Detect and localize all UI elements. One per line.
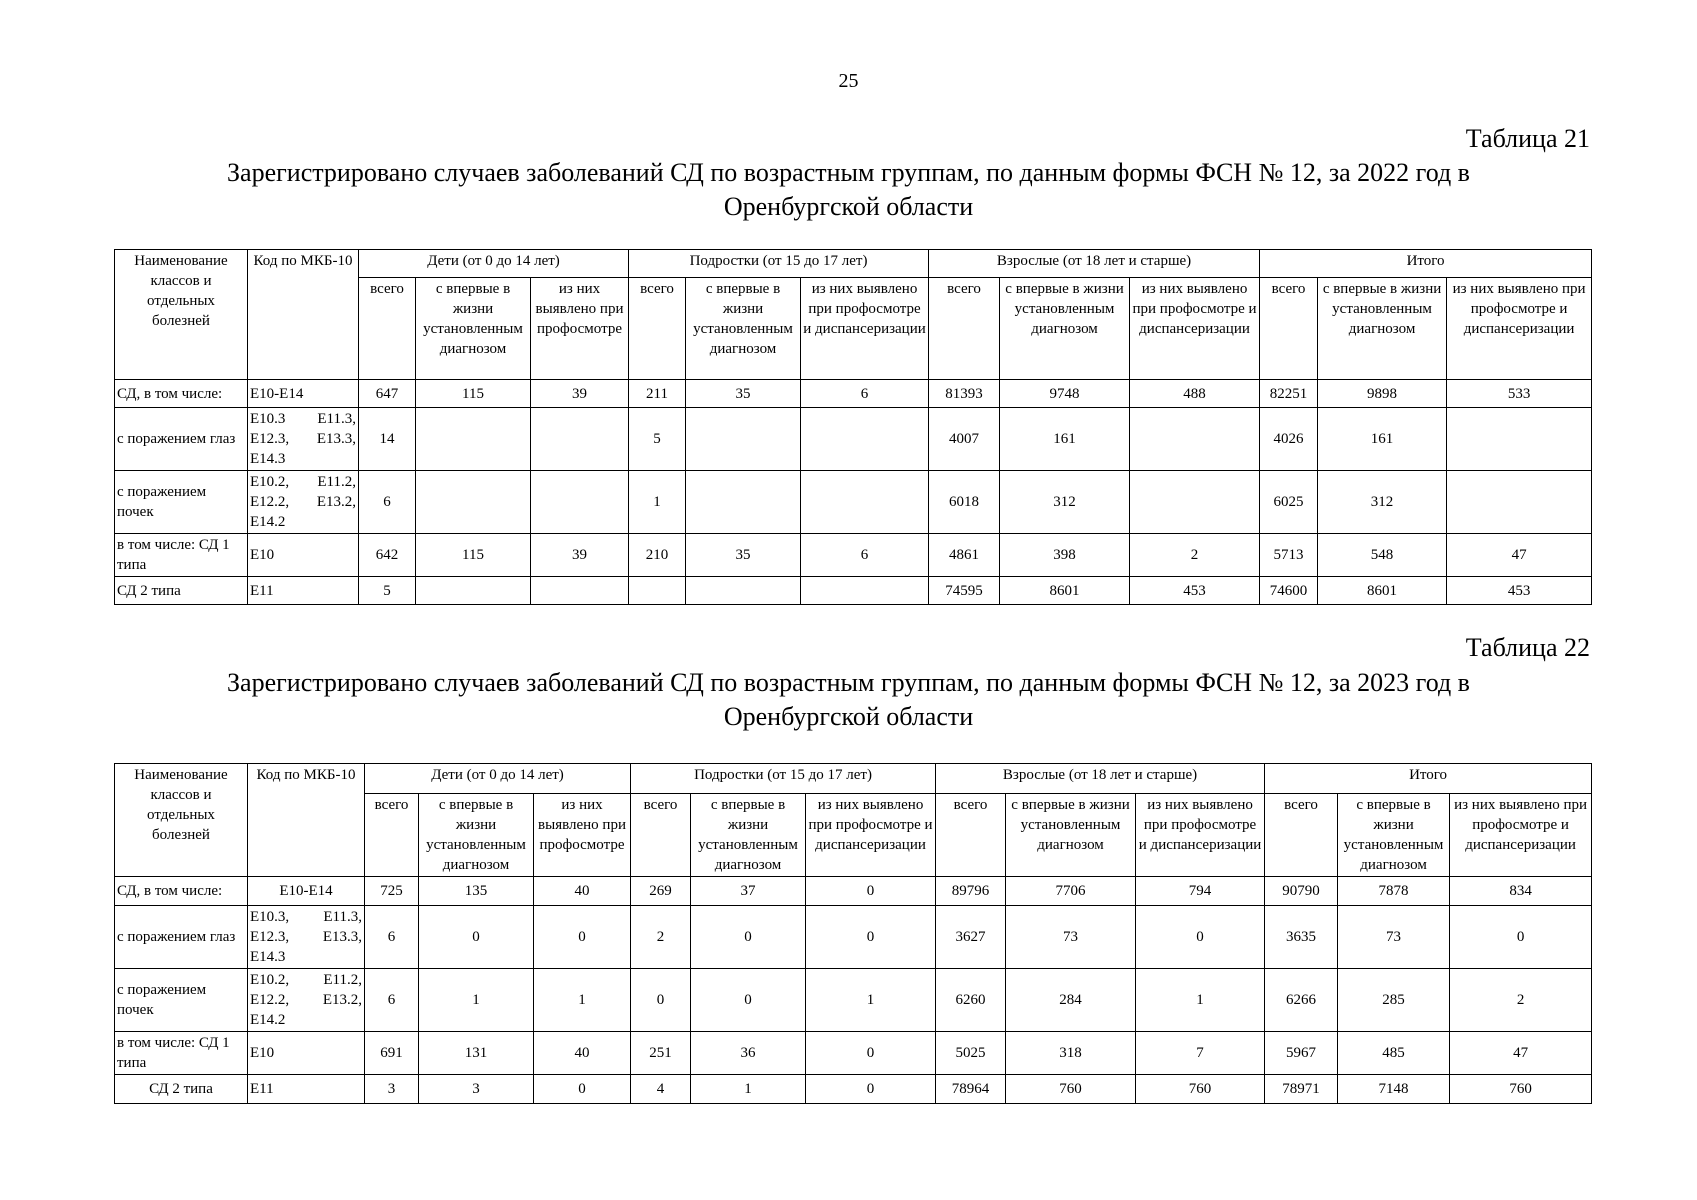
cell: 2	[1130, 534, 1260, 577]
cell: 115	[416, 534, 531, 577]
row-name: с поражением глаз	[115, 906, 248, 969]
subheader-total: всего	[365, 794, 419, 877]
cell: 0	[806, 877, 936, 906]
row-code: Е10.2, Е11.2, Е12.2, Е13.2, Е14.2	[248, 471, 359, 534]
cell	[531, 471, 629, 534]
table-row	[115, 408, 1592, 471]
table-row	[115, 471, 1592, 534]
row-code: Е10	[248, 534, 359, 577]
cell: 14	[359, 408, 416, 471]
cell: 0	[534, 906, 631, 969]
cell: 47	[1447, 534, 1592, 577]
cell: 0	[1450, 906, 1592, 969]
cell: 6266	[1265, 969, 1338, 1032]
cell: 115	[416, 380, 531, 408]
cell: 285	[1338, 969, 1450, 1032]
cell: 0	[631, 969, 691, 1032]
cell: 6260	[936, 969, 1006, 1032]
cell: 36	[691, 1032, 806, 1075]
subheader-checkup: из них выявлено при профосмотре и диспансеризации	[1130, 278, 1260, 380]
cell: 1	[629, 471, 686, 534]
header-group-children: Дети (от 0 до 14 лет)	[365, 764, 631, 794]
cell: 6	[359, 471, 416, 534]
row-code: Е11	[248, 577, 359, 605]
cell: 1	[691, 1075, 806, 1104]
cell: 6025	[1260, 471, 1318, 534]
cell: 90790	[1265, 877, 1338, 906]
cell: 37	[691, 877, 806, 906]
subheader-first-diagnosed: с впервые в жизни установленным диагнозом	[686, 278, 801, 380]
cell: 39	[531, 534, 629, 577]
cell: 9898	[1318, 380, 1447, 408]
row-code: Е11	[248, 1075, 365, 1104]
row-code: Е10.3, Е11.3, Е12.3, Е13.3, Е14.3	[248, 906, 365, 969]
header-name: Наименование классов и отдельных болезней	[115, 250, 248, 380]
cell: 73	[1338, 906, 1450, 969]
cell: 760	[1006, 1075, 1136, 1104]
cell: 1	[1136, 969, 1265, 1032]
table-row	[115, 1032, 1592, 1075]
cell: 135	[419, 877, 534, 906]
header-group-total: Итого	[1265, 764, 1592, 794]
cell: 794	[1136, 877, 1265, 906]
cell: 834	[1450, 877, 1592, 906]
cell: 35	[686, 534, 801, 577]
cell: 3	[365, 1075, 419, 1104]
table-22-label: Таблица 22	[1465, 633, 1590, 662]
header-group-adults: Взрослые (от 18 лет и старше)	[929, 250, 1260, 278]
header-group-adults: Взрослые (от 18 лет и старше)	[936, 764, 1265, 794]
cell: 6	[801, 380, 929, 408]
cell: 39	[531, 380, 629, 408]
row-name: СД, в том числе:	[115, 380, 248, 408]
cell: 78964	[936, 1075, 1006, 1104]
cell: 211	[629, 380, 686, 408]
header-group-teens: Подростки (от 15 до 17 лет)	[629, 250, 929, 278]
cell: 318	[1006, 1032, 1136, 1075]
row-name: с поражением почек	[115, 471, 248, 534]
row-name: СД 2 типа	[115, 577, 248, 605]
cell	[801, 577, 929, 605]
cell: 35	[686, 380, 801, 408]
cell: 7148	[1338, 1075, 1450, 1104]
subheader-first-diagnosed: с впервые в жизни установленным диагнозом	[1318, 278, 1447, 380]
page-number: 25	[838, 70, 859, 92]
cell: 5025	[936, 1032, 1006, 1075]
cell: 82251	[1260, 380, 1318, 408]
cell: 6	[365, 969, 419, 1032]
header-group-children: Дети (от 0 до 14 лет)	[359, 250, 629, 278]
cell: 6	[801, 534, 929, 577]
cell: 210	[629, 534, 686, 577]
cell: 760	[1136, 1075, 1265, 1104]
cell	[629, 577, 686, 605]
cell: 488	[1130, 380, 1260, 408]
subheader-total: всего	[929, 278, 1000, 380]
cell: 2	[1450, 969, 1592, 1032]
cell: 73	[1006, 906, 1136, 969]
cell: 81393	[929, 380, 1000, 408]
cell: 312	[1318, 471, 1447, 534]
subheader-first-diagnosed: с впервые в жизни установленным диагнозом	[1000, 278, 1130, 380]
header-code: Код по МКБ-10	[248, 250, 359, 380]
subheader-first-diagnosed: с впервые в жизни установленным диагнозом	[691, 794, 806, 877]
row-name: с поражением глаз	[115, 408, 248, 471]
cell: 6018	[929, 471, 1000, 534]
cell: 0	[419, 906, 534, 969]
subheader-first-diagnosed: с впервые в жизни установленным диагнозом	[419, 794, 534, 877]
cell	[686, 408, 801, 471]
table-22-title: Зарегистрировано случаев заболеваний СД по возрастным группам, по данным формы ФСН № 12, за 2023 год в Оренбургской области	[227, 668, 1470, 731]
cell: 533	[1447, 380, 1592, 408]
table-22	[114, 763, 1592, 1104]
table-row	[115, 534, 1592, 577]
header-code: Код по МКБ-10	[248, 764, 365, 877]
cell: 74600	[1260, 577, 1318, 605]
row-name: в том числе: СД 1 типа	[115, 1032, 248, 1075]
row-code: Е10	[248, 1032, 365, 1075]
row-code: Е10.2, Е11.2, Е12.2, Е13.2, Е14.2	[248, 969, 365, 1032]
cell: 47	[1450, 1032, 1592, 1075]
cell: 7706	[1006, 877, 1136, 906]
cell: 251	[631, 1032, 691, 1075]
cell: 453	[1447, 577, 1592, 605]
subheader-checkup: из них выявлено при профосмотре и диспансеризации	[1136, 794, 1265, 877]
table-row	[115, 1075, 1592, 1104]
cell	[1447, 471, 1592, 534]
cell: 485	[1338, 1032, 1450, 1075]
row-name: с поражением почек	[115, 969, 248, 1032]
cell: 5	[629, 408, 686, 471]
cell: 4	[631, 1075, 691, 1104]
cell: 8601	[1318, 577, 1447, 605]
cell	[686, 471, 801, 534]
cell: 5	[359, 577, 416, 605]
cell: 0	[806, 1032, 936, 1075]
cell	[416, 577, 531, 605]
cell	[531, 408, 629, 471]
subheader-total: всего	[1260, 278, 1318, 380]
header-group-total: Итого	[1260, 250, 1592, 278]
cell: 4007	[929, 408, 1000, 471]
table-21-title: Зарегистрировано случаев заболеваний СД по возрастным группам, по данным формы ФСН № 12, за 2022 год в Оренбургской области	[227, 158, 1470, 221]
subheader-first-diagnosed: с впервые в жизни установленным диагнозом	[416, 278, 531, 380]
cell: 40	[534, 1032, 631, 1075]
cell: 8601	[1000, 577, 1130, 605]
cell	[686, 577, 801, 605]
cell	[416, 408, 531, 471]
subheader-total: всего	[1265, 794, 1338, 877]
table-row	[115, 969, 1592, 1032]
table-row	[115, 380, 1592, 408]
cell: 269	[631, 877, 691, 906]
cell: 725	[365, 877, 419, 906]
table-21-label: Таблица 21	[1465, 124, 1590, 153]
cell: 3635	[1265, 906, 1338, 969]
cell: 284	[1006, 969, 1136, 1032]
subheader-first-diagnosed: с впервые в жизни установленным диагнозом	[1338, 794, 1450, 877]
cell: 0	[691, 906, 806, 969]
cell: 1	[534, 969, 631, 1032]
cell: 2	[631, 906, 691, 969]
cell: 691	[365, 1032, 419, 1075]
row-name: СД, в том числе:	[115, 877, 248, 906]
cell: 398	[1000, 534, 1130, 577]
cell: 3	[419, 1075, 534, 1104]
cell	[531, 577, 629, 605]
cell: 4026	[1260, 408, 1318, 471]
cell	[1130, 408, 1260, 471]
cell: 7	[1136, 1032, 1265, 1075]
table-21	[114, 249, 1592, 605]
cell: 5967	[1265, 1032, 1338, 1075]
cell: 453	[1130, 577, 1260, 605]
subheader-total: всего	[359, 278, 416, 380]
cell: 161	[1318, 408, 1447, 471]
cell: 760	[1450, 1075, 1592, 1104]
cell	[801, 471, 929, 534]
table-row	[115, 577, 1592, 605]
subheader-checkup: из них выявлено при профосмотре и диспансеризации	[1447, 278, 1592, 380]
header-name: Наименование классов и отдельных болезней	[115, 764, 248, 877]
cell	[1447, 408, 1592, 471]
table-row	[115, 906, 1592, 969]
subheader-total: всего	[629, 278, 686, 380]
subheader-checkup: из них выявлено при профосмотре и диспансеризации	[806, 794, 936, 877]
cell: 0	[1136, 906, 1265, 969]
cell: 74595	[929, 577, 1000, 605]
row-code: Е10-Е14	[248, 877, 365, 906]
subheader-checkup: из них выявлено при профосмотре	[531, 278, 629, 380]
cell: 6	[365, 906, 419, 969]
row-code: Е10-Е14	[248, 380, 359, 408]
cell: 642	[359, 534, 416, 577]
row-name: в том числе: СД 1 типа	[115, 534, 248, 577]
cell: 9748	[1000, 380, 1130, 408]
cell: 312	[1000, 471, 1130, 534]
cell: 78971	[1265, 1075, 1338, 1104]
cell: 548	[1318, 534, 1447, 577]
cell	[801, 408, 929, 471]
subheader-total: всего	[936, 794, 1006, 877]
cell: 40	[534, 877, 631, 906]
cell: 647	[359, 380, 416, 408]
header-group-teens: Подростки (от 15 до 17 лет)	[631, 764, 936, 794]
table-row	[115, 877, 1592, 906]
cell	[1130, 471, 1260, 534]
cell: 89796	[936, 877, 1006, 906]
subheader-first-diagnosed: с впервые в жизни установленным диагнозом	[1006, 794, 1136, 877]
subheader-checkup: из них выявлено при профосмотре и диспансеризации	[1450, 794, 1592, 877]
cell: 1	[419, 969, 534, 1032]
cell: 131	[419, 1032, 534, 1075]
row-code: Е10.3 Е11.3, Е12.3, Е13.3, Е14.3	[248, 408, 359, 471]
cell: 4861	[929, 534, 1000, 577]
cell: 0	[806, 1075, 936, 1104]
subheader-checkup: из них выявлено при профосмотре и диспансеризации	[801, 278, 929, 380]
cell: 1	[806, 969, 936, 1032]
cell: 0	[691, 969, 806, 1032]
cell: 161	[1000, 408, 1130, 471]
row-name: СД 2 типа	[115, 1075, 248, 1104]
cell: 7878	[1338, 877, 1450, 906]
cell: 3627	[936, 906, 1006, 969]
subheader-checkup: из них выявлено при профосмотре	[534, 794, 631, 877]
subheader-total: всего	[631, 794, 691, 877]
cell: 0	[806, 906, 936, 969]
cell	[416, 471, 531, 534]
cell: 5713	[1260, 534, 1318, 577]
cell: 0	[534, 1075, 631, 1104]
